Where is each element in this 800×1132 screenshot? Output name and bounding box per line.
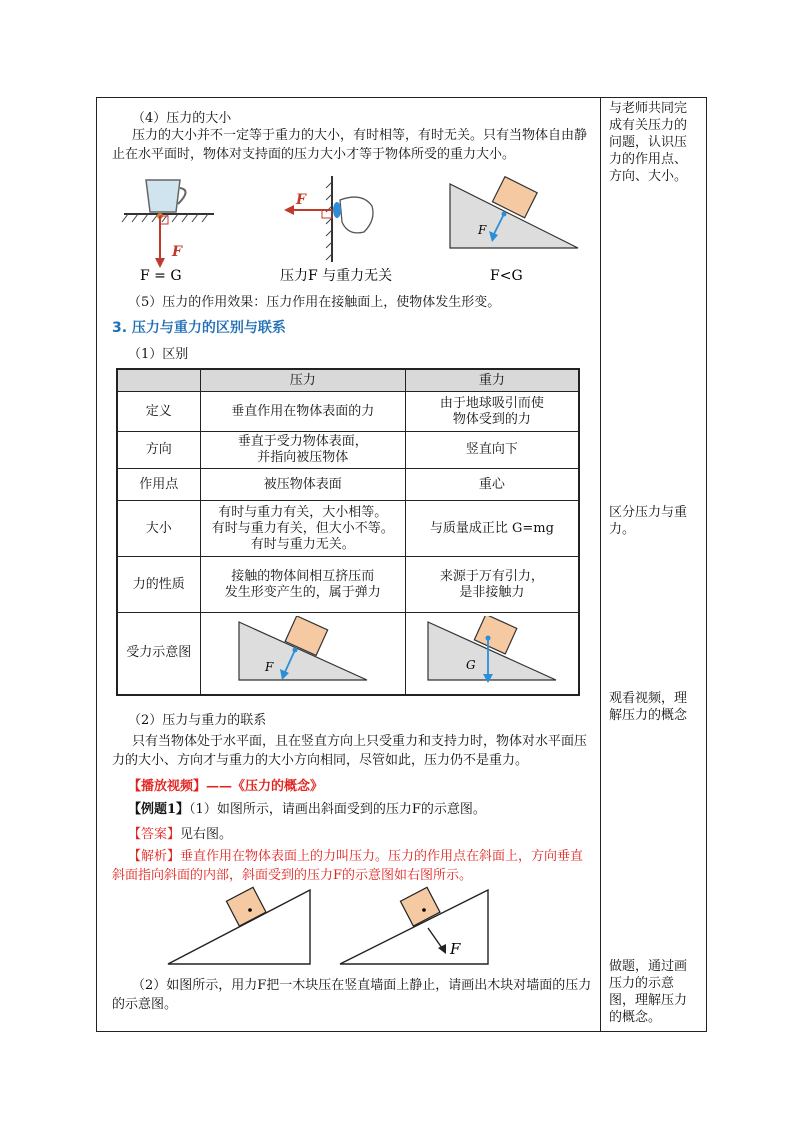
note-distinguish: 区分压力与重 力。 xyxy=(609,505,688,537)
table-header-row xyxy=(117,369,579,392)
table-row: 定义 垂直作用在物体表面的力 由于地球吸引而使 物体受到的力 xyxy=(117,392,579,432)
header-pressure: 压力 xyxy=(200,369,405,392)
answer-line: 【答案】见右图。 xyxy=(128,827,233,842)
subsection-relation: （2）压力与重力的联系 xyxy=(128,713,267,728)
s4-paragraph: 压力的大小并不一定等于重力的大小，有时相等，有时无关。只有当物体自由静止在水平面时，物体对支持面的压力大小才等于物体所受的重力大小。 xyxy=(112,128,588,162)
note-practice: 做题，通过画 压力的示意 图，理解压力 的概念。 xyxy=(609,959,688,1025)
svg-text:F: F xyxy=(478,223,487,237)
cup-on-table-diagram xyxy=(122,180,214,268)
pressure-force-diagram xyxy=(233,616,373,686)
comparison-table xyxy=(116,368,580,696)
header-blank xyxy=(117,369,200,392)
svg-text:F: F xyxy=(172,244,182,260)
svg-text:F: F xyxy=(296,192,306,208)
block-on-incline-diagram xyxy=(450,177,578,248)
header-gravity: 重力 xyxy=(405,369,579,392)
table-row: 受力示意图 F G xyxy=(117,613,579,695)
gravity-force-diagram xyxy=(422,616,562,686)
caption-pressure-unrelated: 压力F 与重力无关 xyxy=(280,268,393,284)
relation-paragraph: 只有当物体处于水平面，且在竖直方向上只受重力和支持力时，物体对水平面压力的大小、方向才与重力的大小方向相同，尽管如此，压力仍不是重力。 xyxy=(112,734,588,768)
table-row: 大小 有时与重力有关，大小相等。 有时与重力有关，但大小不等。 有时与重力无关。 与质量成正比 G=mg xyxy=(117,501,579,557)
table-row: 作用点 被压物体表面 重心 xyxy=(117,469,579,501)
table-row: 力的性质 接触的物体间相互挤压而 发生形变产生的，属于弹力 来源于万有引力， 是非接触力 xyxy=(117,557,579,613)
subsection-difference: （1）区别 xyxy=(128,347,189,362)
svg-text:G: G xyxy=(465,657,476,672)
s4-title: （4）压力的大小 xyxy=(132,111,232,126)
svg-text:F: F xyxy=(264,659,274,674)
example-1: 【例题1】（1）如图所示，请画出斜面受到的压力F的示意图。 xyxy=(128,802,486,817)
example-incline-figure xyxy=(160,880,500,970)
analysis-paragraph: 【解析】垂直作用在物体表面上的力叫压力。压力的作用点在斜面上，方向垂直斜面指向斜面的内部，斜面受到的压力F的示意图如右图所示。 xyxy=(112,849,584,883)
section-3-heading: 3. 压力与重力的区别与联系 xyxy=(112,320,286,336)
note-watch-video: 观看视频，理 解压力的概念 xyxy=(609,691,688,723)
table-row: 方向 垂直于受力物体表面， 并指向被压物体 竖直向下 xyxy=(117,432,579,469)
note-teacher-collab: 与老师共同完 成有关压力的 问题，认识压 力的作用点、 方向、大小。 xyxy=(609,101,688,184)
caption-f-equals-g: F = G xyxy=(140,268,182,284)
video-label[interactable]: 【播放视频】——《压力的概念》 xyxy=(128,779,324,794)
hand-on-wall-diagram xyxy=(284,176,373,262)
question-2: （2）如图所示，用力F把一木块压在竖直墙面上静止，请画出木块对墙面的压力的示意图。 xyxy=(112,978,592,1012)
pressure-examples-figure xyxy=(110,172,590,287)
s5-effect: （5）压力的作用效果：压力作用在接触面上，使物体发生形变。 xyxy=(128,295,501,310)
svg-text:F: F xyxy=(450,940,461,958)
column-divider xyxy=(600,97,601,1031)
caption-f-less-than-g: F<G xyxy=(490,268,523,284)
